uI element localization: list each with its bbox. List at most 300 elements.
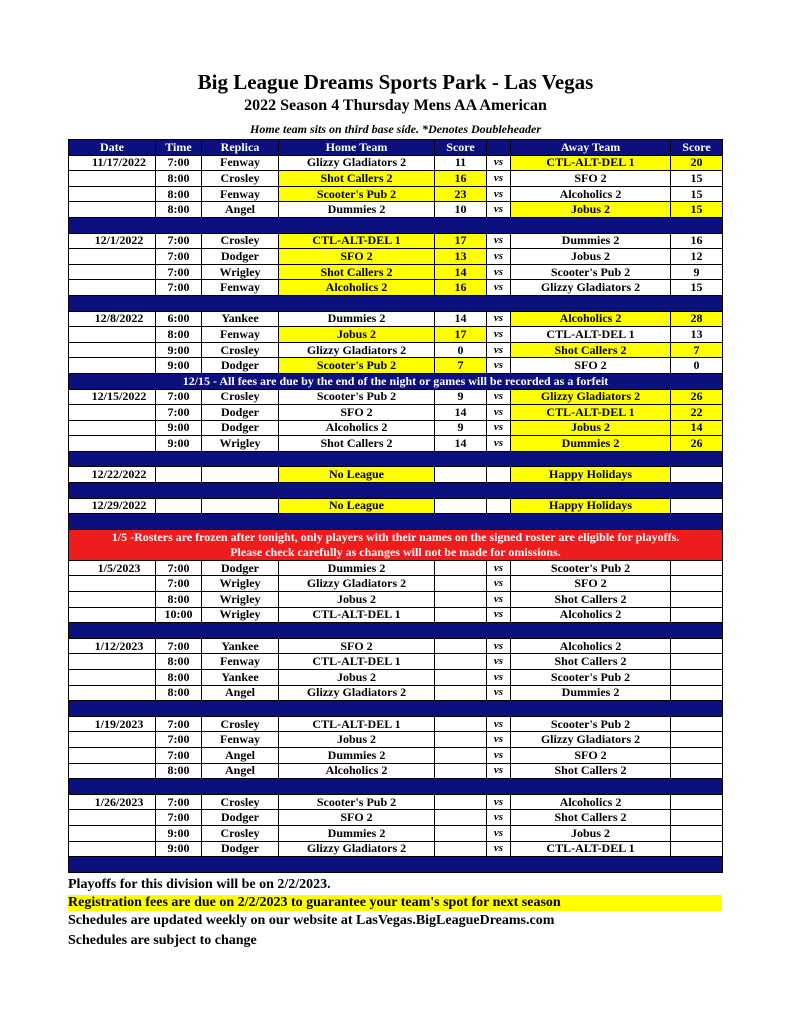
website-note: Schedules are updated weekly on our website at LasVegas.BigLeagueDreams.com [68,913,555,928]
game-row [69,763,723,779]
vs-label: vs [487,389,511,405]
home-team: Dummies 2 [279,747,435,763]
game-time: 7:00 [156,389,202,405]
home-team: Glizzy Gladiators 2 [279,576,435,592]
game-time: 8:00 [156,327,202,343]
game-time: 6:00 [156,311,202,327]
home-team: Jobus 2 [279,592,435,608]
home-score: 11 [435,155,487,171]
game-field: Yankee [202,311,279,327]
game-field [202,467,279,483]
col-header-vs [487,140,511,156]
home-score [435,685,487,701]
vs-label: vs [487,327,511,343]
game-field: Crosley [202,794,279,810]
home-score [435,841,487,857]
game-date [69,732,156,748]
vs-cell [487,498,511,514]
away-score [671,810,723,826]
away-score [671,576,723,592]
game-time: 7:00 [156,576,202,592]
vs-label: vs [487,202,511,218]
home-score: 13 [435,249,487,265]
home-team: CTL-ALT-DEL 1 [279,654,435,670]
game-field: Fenway [202,280,279,296]
vs-label: vs [487,747,511,763]
away-score [671,825,723,841]
roster-freeze-line-2: Please check carefully as changes will not be made for omissions. [230,544,561,559]
vs-label: vs [487,654,511,670]
game-date: 12/8/2022 [69,311,156,327]
away-team: Glizzy Gladiators 2 [511,280,671,296]
game-field: Wrigley [202,607,279,623]
col-header-date: Date [69,140,156,156]
home-score: 9 [435,389,487,405]
game-field: Yankee [202,670,279,686]
away-team: CTL-ALT-DEL 1 [511,405,671,421]
week-separator-row [69,779,723,795]
away-score [671,498,723,514]
home-team: Jobus 2 [279,327,435,343]
schedule-note: Home team sits on third base side. *Denotes Doubleheader [250,122,541,136]
game-date [69,763,156,779]
away-score [671,794,723,810]
vs-label: vs [487,607,511,623]
game-field: Fenway [202,155,279,171]
home-team: CTL-ALT-DEL 1 [279,716,435,732]
away-team: Jobus 2 [511,420,671,436]
game-date [69,327,156,343]
vs-label: vs [487,685,511,701]
game-time: 8:00 [156,186,202,202]
away-team: Dummies 2 [511,233,671,249]
game-field: Wrigley [202,576,279,592]
game-date: 1/12/2023 [69,638,156,654]
away-score [671,685,723,701]
home-team: SFO 2 [279,638,435,654]
away-score: 7 [671,342,723,358]
home-team: Glizzy Gladiators 2 [279,342,435,358]
game-date [69,249,156,265]
game-field: Dodger [202,358,279,374]
game-row [69,358,723,374]
home-score [435,654,487,670]
col-header-home-team: Home Team [279,140,435,156]
home-score [435,467,487,483]
game-time: 7:00 [156,264,202,280]
holiday-row [69,498,723,514]
game-date [69,747,156,763]
vs-label: vs [487,576,511,592]
home-score [435,794,487,810]
holiday-home-label: No League [279,467,435,483]
game-row [69,654,723,670]
registration-note: Registration fees are due on 2/2/2023 to guarantee your team's spot for next season [68,895,722,911]
game-row [69,560,723,576]
col-header-time: Time [156,140,202,156]
home-score [435,592,487,608]
game-field: Yankee [202,638,279,654]
game-date [69,436,156,452]
home-score: 9 [435,420,487,436]
game-field: Crosley [202,233,279,249]
home-score [435,498,487,514]
away-team: Scooter's Pub 2 [511,264,671,280]
separator-cell [69,217,723,233]
away-score [671,560,723,576]
away-score [671,592,723,608]
away-score: 15 [671,186,723,202]
home-score [435,560,487,576]
home-score [435,576,487,592]
home-team: Alcoholics 2 [279,280,435,296]
game-field: Crosley [202,342,279,358]
away-score [671,607,723,623]
week-separator-row [69,483,723,499]
game-time: 7:00 [156,810,202,826]
game-date [69,810,156,826]
game-row [69,155,723,171]
notice-text: 12/15 - All fees are due by the end of the night or games will be recorded as a forfeit [69,373,723,389]
game-row [69,685,723,701]
home-team: Shot Callers 2 [279,264,435,280]
game-date [69,171,156,187]
game-time: 7:00 [156,233,202,249]
game-row [69,810,723,826]
game-field: Dodger [202,560,279,576]
game-field: Crosley [202,389,279,405]
game-row [69,732,723,748]
game-time [156,498,202,514]
holiday-away-label: Happy Holidays [511,467,671,483]
away-score: 13 [671,327,723,343]
vs-label: vs [487,171,511,187]
home-team: Shot Callers 2 [279,436,435,452]
game-row [69,233,723,249]
home-score [435,825,487,841]
home-team: SFO 2 [279,405,435,421]
away-team: SFO 2 [511,747,671,763]
page-subtitle: 2022 Season 4 Thursday Mens AA American [244,97,547,114]
game-time: 8:00 [156,685,202,701]
away-score: 0 [671,358,723,374]
away-score [671,638,723,654]
week-separator-row [69,857,723,873]
game-time: 9:00 [156,342,202,358]
vs-label: vs [487,233,511,249]
home-score: 10 [435,202,487,218]
away-team: Alcoholics 2 [511,638,671,654]
away-score: 26 [671,436,723,452]
week-separator-row [69,295,723,311]
home-team: Scooter's Pub 2 [279,186,435,202]
week-separator-row [69,623,723,639]
schedule-table [68,139,723,873]
separator-cell [69,483,723,499]
separator-cell [69,451,723,467]
vs-label: vs [487,405,511,421]
game-field: Dodger [202,420,279,436]
game-date: 11/17/2022 [69,155,156,171]
game-field: Angel [202,685,279,701]
home-score [435,747,487,763]
away-score: 20 [671,155,723,171]
away-score [671,763,723,779]
game-row [69,280,723,296]
game-date: 1/19/2023 [69,716,156,732]
col-header-away-score: Score [671,140,723,156]
away-team: Shot Callers 2 [511,763,671,779]
game-row [69,747,723,763]
holiday-home-label: No League [279,498,435,514]
home-team: Scooter's Pub 2 [279,794,435,810]
vs-label: vs [487,436,511,452]
playoffs-note: Playoffs for this division will be on 2/2/2023. [68,877,331,892]
week-separator-row [69,701,723,717]
game-time: 7:00 [156,405,202,421]
vs-label: vs [487,186,511,202]
away-team: Glizzy Gladiators 2 [511,732,671,748]
away-team: Scooter's Pub 2 [511,560,671,576]
away-score: 12 [671,249,723,265]
game-time: 9:00 [156,841,202,857]
away-score [671,670,723,686]
game-date [69,186,156,202]
home-score [435,638,487,654]
game-time: 10:00 [156,607,202,623]
game-time: 7:00 [156,716,202,732]
home-score [435,716,487,732]
away-team: Dummies 2 [511,685,671,701]
vs-label: vs [487,810,511,826]
game-row [69,202,723,218]
game-field: Angel [202,763,279,779]
away-team: Alcoholics 2 [511,607,671,623]
away-score [671,841,723,857]
vs-label: vs [487,342,511,358]
home-team: Dummies 2 [279,311,435,327]
game-row [69,716,723,732]
away-team: Glizzy Gladiators 2 [511,389,671,405]
vs-label: vs [487,560,511,576]
game-row [69,576,723,592]
game-time: 8:00 [156,670,202,686]
separator-cell [69,295,723,311]
holiday-away-label: Happy Holidays [511,498,671,514]
game-row [69,607,723,623]
game-time: 8:00 [156,171,202,187]
game-time: 7:00 [156,155,202,171]
game-date [69,405,156,421]
away-score [671,654,723,670]
home-team: Dummies 2 [279,560,435,576]
game-row [69,249,723,265]
game-date: 12/1/2022 [69,233,156,249]
game-time: 8:00 [156,592,202,608]
game-field: Fenway [202,732,279,748]
vs-label: vs [487,311,511,327]
vs-label: vs [487,280,511,296]
game-time: 7:00 [156,249,202,265]
game-field: Fenway [202,654,279,670]
separator-cell [69,779,723,795]
home-team: Alcoholics 2 [279,763,435,779]
page-title: Big League Dreams Sports Park - Las Vegas [197,70,594,94]
game-time: 8:00 [156,202,202,218]
away-team: Jobus 2 [511,825,671,841]
game-row [69,186,723,202]
roster-freeze-notice [69,529,723,560]
game-row [69,264,723,280]
home-team: Shot Callers 2 [279,171,435,187]
away-team: Jobus 2 [511,249,671,265]
game-field: Dodger [202,249,279,265]
away-score [671,732,723,748]
home-team: CTL-ALT-DEL 1 [279,233,435,249]
away-team: Jobus 2 [511,202,671,218]
away-team: Shot Callers 2 [511,810,671,826]
home-team: SFO 2 [279,249,435,265]
away-score: 14 [671,420,723,436]
away-score [671,747,723,763]
away-team: CTL-ALT-DEL 1 [511,841,671,857]
game-time: 7:00 [156,560,202,576]
game-date [69,685,156,701]
vs-label: vs [487,841,511,857]
away-score [671,467,723,483]
game-date [69,264,156,280]
game-time: 8:00 [156,763,202,779]
game-date [69,342,156,358]
home-score [435,670,487,686]
vs-label: vs [487,638,511,654]
home-score: 7 [435,358,487,374]
vs-label: vs [487,670,511,686]
away-score: 15 [671,202,723,218]
separator-cell [69,623,723,639]
away-score: 28 [671,311,723,327]
vs-label: vs [487,716,511,732]
separator-cell [69,514,723,530]
away-team: Alcoholics 2 [511,186,671,202]
home-score [435,607,487,623]
home-score: 17 [435,233,487,249]
home-score: 0 [435,342,487,358]
game-date: 1/5/2023 [69,560,156,576]
subject-to-change-note: Schedules are subject to change [68,933,257,948]
game-field: Dodger [202,810,279,826]
game-date [69,280,156,296]
game-row [69,327,723,343]
col-header-home-score: Score [435,140,487,156]
game-date: 12/22/2022 [69,467,156,483]
home-team: Dummies 2 [279,202,435,218]
game-field: Wrigley [202,264,279,280]
game-field: Angel [202,202,279,218]
game-date [69,670,156,686]
game-field: Fenway [202,327,279,343]
game-time: 9:00 [156,420,202,436]
game-row [69,405,723,421]
home-score: 16 [435,280,487,296]
game-time: 7:00 [156,280,202,296]
roster-freeze-notice-row [69,529,723,560]
game-field: Wrigley [202,592,279,608]
game-date [69,358,156,374]
away-score [671,716,723,732]
vs-label: vs [487,264,511,280]
game-field: Dodger [202,405,279,421]
week-separator-row [69,451,723,467]
home-score [435,763,487,779]
away-team: Scooter's Pub 2 [511,716,671,732]
away-team: Alcoholics 2 [511,311,671,327]
game-row [69,670,723,686]
game-row [69,794,723,810]
game-row [69,592,723,608]
away-score: 22 [671,405,723,421]
game-field: Wrigley [202,436,279,452]
away-score: 15 [671,280,723,296]
vs-label: vs [487,825,511,841]
away-team: Shot Callers 2 [511,592,671,608]
game-row [69,420,723,436]
game-time: 7:00 [156,747,202,763]
away-team: Shot Callers 2 [511,342,671,358]
home-score: 23 [435,186,487,202]
separator-cell [69,857,723,873]
home-team: Dummies 2 [279,825,435,841]
away-team: SFO 2 [511,358,671,374]
vs-label: vs [487,420,511,436]
game-field: Crosley [202,716,279,732]
col-header-away-team: Away Team [511,140,671,156]
home-score: 14 [435,436,487,452]
home-score: 14 [435,405,487,421]
home-team: Jobus 2 [279,670,435,686]
vs-label: vs [487,249,511,265]
game-time: 7:00 [156,794,202,810]
away-team: Dummies 2 [511,436,671,452]
home-team: Alcoholics 2 [279,420,435,436]
home-score [435,810,487,826]
separator-cell [69,701,723,717]
vs-label: vs [487,358,511,374]
week-separator-row [69,217,723,233]
game-field: Angel [202,747,279,763]
game-field: Fenway [202,186,279,202]
game-row [69,436,723,452]
vs-label: vs [487,155,511,171]
home-score: 16 [435,171,487,187]
game-row [69,638,723,654]
home-team: Glizzy Gladiators 2 [279,685,435,701]
game-row [69,825,723,841]
game-row [69,389,723,405]
roster-freeze-line-1: 1/5 -Rosters are frozen after tonight, only players with their names on the signed roster are eligible for playoffs. [111,530,680,545]
game-date [69,841,156,857]
game-date [69,654,156,670]
vs-label: vs [487,794,511,810]
game-date [69,420,156,436]
notice-row [69,373,723,389]
game-time: 7:00 [156,732,202,748]
game-field: Crosley [202,171,279,187]
away-team: Shot Callers 2 [511,654,671,670]
holiday-row [69,467,723,483]
game-date: 12/15/2022 [69,389,156,405]
col-header-replica: Replica [202,140,279,156]
